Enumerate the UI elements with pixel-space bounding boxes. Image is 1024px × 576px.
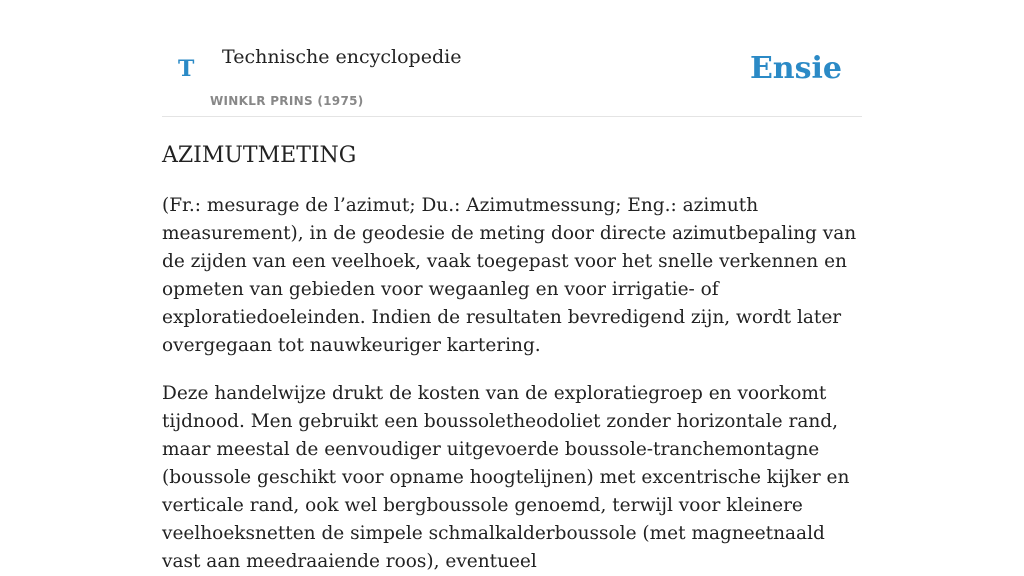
article-paragraph: (Fr.: mesurage de l’azimut; Du.: Azimutmessung; Eng.: azimuth measurement), in de geodesie de meting door directe azimutbepaling van de zijden van een veelhoek, vaak toegepast voor het snelle verkennen en opmeten van gebieden voor wegaanleg en voor irrigatie- of exploratiedoeleinden. Indien de resultaten bevredigend zijn, wordt later overgegaan tot nauwkeuriger kartering. bbox=[162, 195, 857, 356]
brand-logo[interactable]: Ensie bbox=[749, 51, 842, 86]
content-column bbox=[162, 0, 862, 576]
source-title[interactable]: Technische encyclopedie bbox=[222, 46, 462, 68]
article-headword: AZIMUTMETING bbox=[162, 143, 357, 168]
article-paragraph: Deze handelwijze drukt de kosten van de exploratiegroep en voorkomt tijdnood. Men gebruikt een boussoletheodoliet zonder horizontale rand, maar meestal de eenvoudiger uitgevoerde boussole-tranchemontagne (boussole geschikt voor opname hoogtelijnen) met excentrische kijker en verticale rand, ook wel bergboussole genoemd, terwijl voor kleinere veelhoeksnetten de simpele schmalkalderboussole (met magneetnaald vast aan meedraaiende roos), eventueel bbox=[162, 383, 850, 572]
source-badge: T bbox=[178, 56, 195, 82]
source-subtitle: WINKLR PRINS (1975) bbox=[210, 94, 364, 108]
source-header bbox=[162, 0, 862, 117]
